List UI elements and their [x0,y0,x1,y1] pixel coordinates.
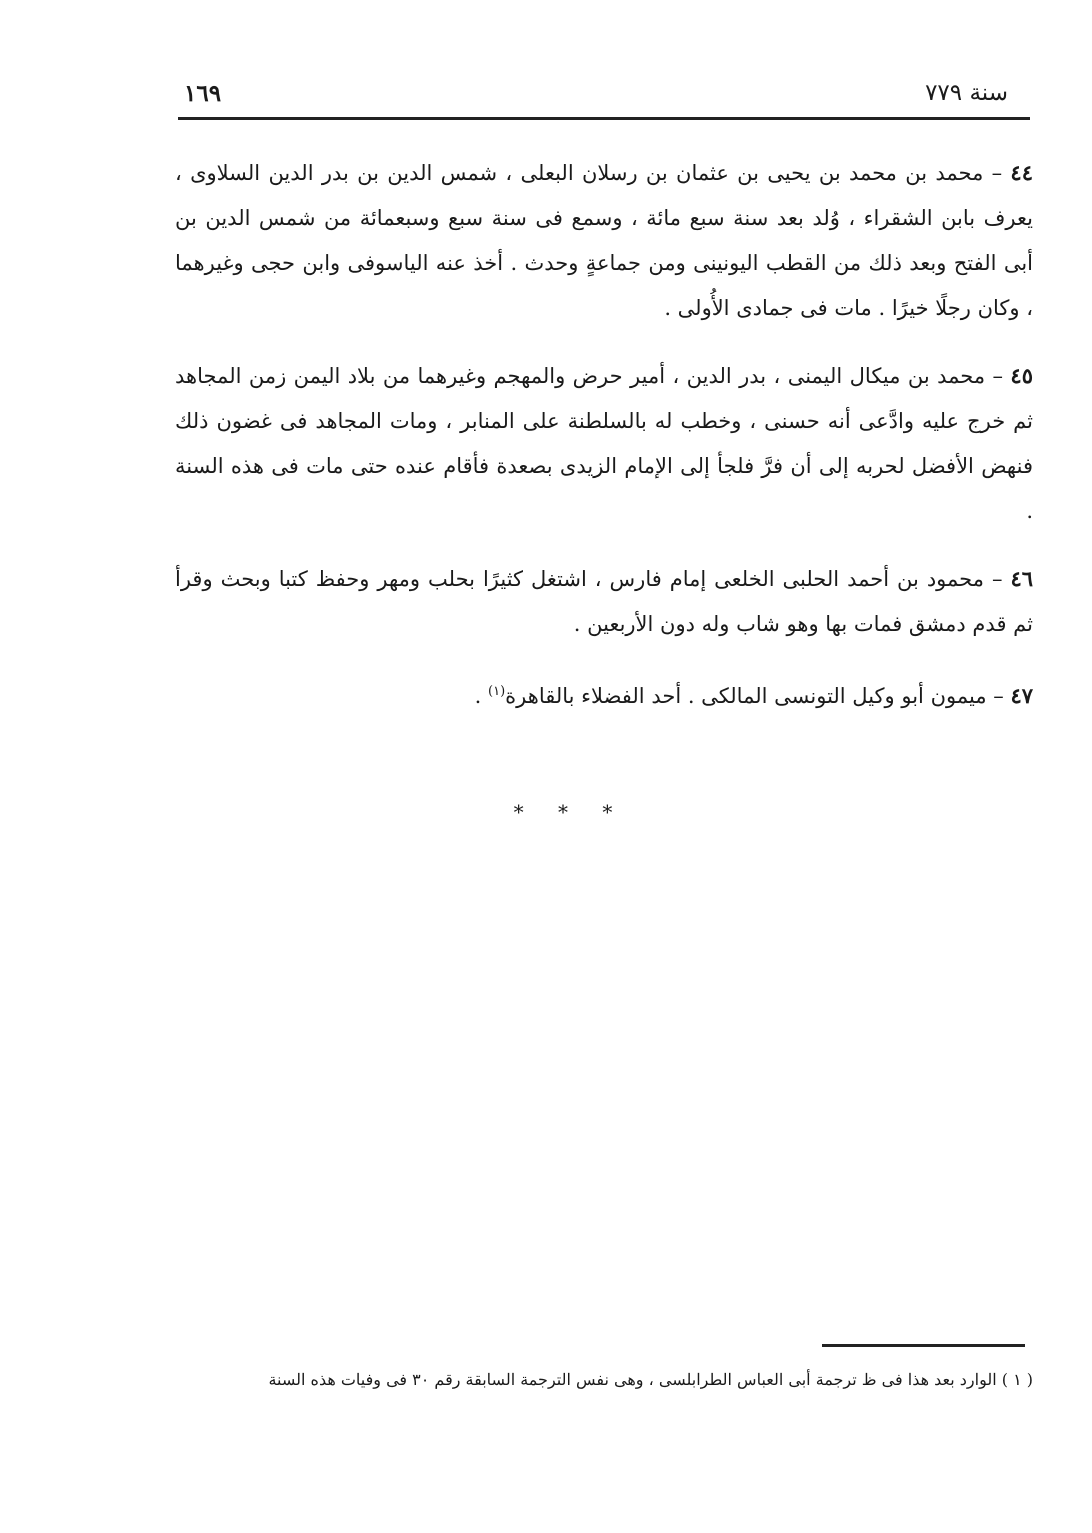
entry-dash: – [986,684,1004,708]
footnote-marker: ( ١ ) [1001,1370,1033,1389]
page-number: ١٦٩ [184,80,222,107]
entry-dash: – [983,567,1003,591]
running-header [178,78,1030,114]
entry-number: ٤٧ [1010,683,1033,708]
biography-entry [175,150,1033,331]
biography-entry [175,669,1033,719]
footnote-rule [822,1344,1025,1347]
footnote-text: الوارد بعد هذا فى ظ ترجمة أبى العباس الطرابلسى ، وهى نفس الترجمة السابقة رقم ٣٠ فى وفيات هذه السنة [268,1370,997,1389]
page-body [175,150,1033,741]
entry-tail: . [474,684,489,708]
biography-entry [175,353,1033,534]
footnote [155,1364,1033,1396]
entry-number: ٤٥ [1010,363,1033,388]
header-rule [178,117,1030,120]
entry-text: محمود بن أحمد الحلبى الخلعى إمام فارس ، اشتغل كثيرًا بحلب ومهر وحفظ كتبا وبحث وقرأ ثم قدم دمشق فمات بها وهو شاب وله دون الأربعين . [175,567,1033,636]
footnote-reference[interactable]: (١) [488,684,506,699]
entry-dash: – [985,364,1004,388]
entry-text: محمد بن ميكال اليمنى ، بدر الدين ، أمير حرض والمهجم وغيرهما من بلاد اليمن زمن المجاهد ثم خرج عليه وادَّعى أنه حسنى ، وخطب له بالسلطنة على المنابر ، ومات المجاهد فى غضون ذلك فنهض الأفضل لحربه إلى أن فرَّ فلجأ إلى الإمام الزيدى بصعدة فأقام عنده حتى مات فى هذه السنة . [175,364,1033,523]
entry-number: ٤٤ [1010,160,1033,185]
entry-dash: – [983,161,1003,185]
entry-text: ميمون أبو وكيل التونسى المالكى . أحد الفضلاء بالقاهرة [505,684,987,708]
section-ornament: * * * [513,800,627,824]
biography-entry [175,556,1033,647]
header-year: سنة ٧٧٩ [925,80,1008,106]
entry-number: ٤٦ [1010,566,1033,591]
entry-text: محمد بن محمد بن يحيى بن عثمان بن رسلان البعلى ، شمس الدين بن بدر الدين السلاوى ، يعرف بابن الشقراء ، وُلد بعد سنة سبع مائة ، وسمع فى سنة سبع وسبعمائة من شمس الدين بن أبى الفتح وبعد ذلك من القطب اليونينى ومن جماعةٍ وحدث . أخذ عنه الياسوفى وابن حجى وغيرهما ، وكان رجلًا خيرًا . مات فى جمادى الأُولى . [175,161,1033,320]
